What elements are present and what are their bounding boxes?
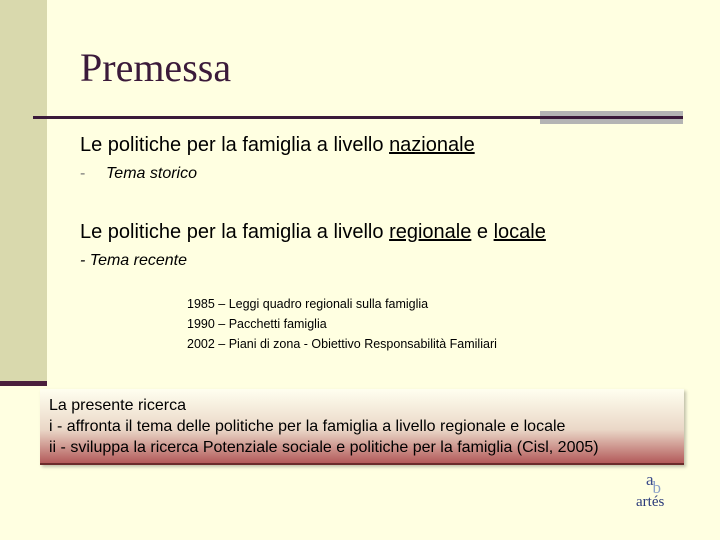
left-decor-bar-end (0, 381, 47, 386)
milestone-list (187, 294, 497, 354)
heading-regional (80, 221, 546, 244)
note-tema-storico: Tema storico (106, 165, 197, 182)
logo-name: artés (636, 494, 665, 510)
heading-regional-emphasis: regionale (389, 221, 472, 243)
left-decor-bar (0, 0, 47, 384)
callout-line: La presente ricerca (49, 397, 186, 414)
logo-mark-a: a (646, 470, 653, 489)
heading-national-prefix: Le politiche per la famiglia a livello (80, 134, 390, 156)
title-rule-accent-line (540, 116, 683, 119)
slide-title: Premessa (80, 45, 232, 90)
callout-line: ii - sviluppa la ricerca Potenziale sociale e politiche per la famiglia (Cisl, 2005) (49, 439, 599, 456)
heading-national-emphasis: nazionale (389, 134, 475, 156)
heading-national (80, 134, 475, 157)
milestone-item: 1985 – Leggi quadro regionali sulla famiglia (187, 297, 429, 311)
heading-local-emphasis: locale (493, 221, 546, 243)
bullet-dash: - (80, 165, 86, 182)
heading-regional-joiner: e (471, 221, 494, 243)
milestone-item: 2002 – Piani di zona - Obiettivo Responsabilità Familiari (187, 337, 497, 351)
logo-mark-b: b (652, 478, 661, 497)
note-tema-recente: - Tema recente (80, 252, 188, 269)
callout-line: i - affronta il tema delle politiche per la famiglia a livello regionale e locale (49, 418, 566, 435)
artes-logo (636, 470, 682, 512)
logo-mark (646, 470, 661, 497)
heading-regional-prefix: Le politiche per la famiglia a livello (80, 221, 390, 243)
milestone-item: 1990 – Pacchetti famiglia (187, 317, 327, 331)
